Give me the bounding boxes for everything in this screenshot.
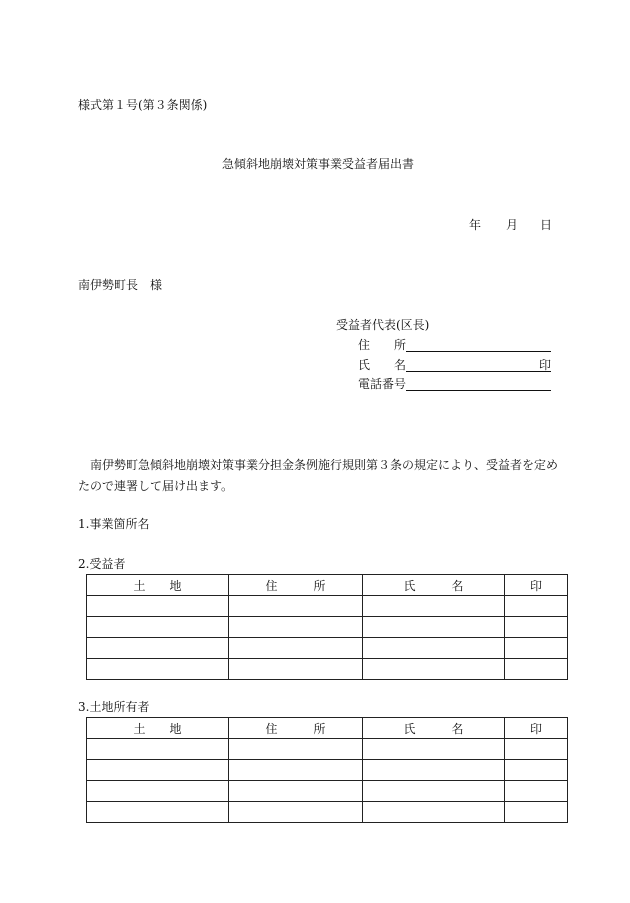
table-header-row — [87, 575, 568, 596]
cell[interactable] — [229, 659, 363, 680]
cell[interactable] — [363, 739, 505, 760]
section-1-heading: 1.事業箇所名 — [78, 517, 150, 531]
section-3-heading: 3.土地所有者 — [78, 700, 150, 714]
phone-field[interactable] — [406, 390, 551, 391]
cell[interactable] — [363, 781, 505, 802]
cell[interactable] — [229, 596, 363, 617]
cell[interactable] — [87, 659, 229, 680]
cell[interactable] — [229, 781, 363, 802]
cell[interactable] — [87, 638, 229, 659]
cell[interactable] — [505, 638, 568, 659]
applicant-heading: 受益者代表(区長) — [336, 318, 430, 332]
address-label: 住 所 — [358, 338, 407, 352]
cell[interactable] — [229, 638, 363, 659]
table-row — [87, 659, 568, 680]
date-year-label: 年 — [469, 218, 482, 232]
cell[interactable] — [505, 802, 568, 823]
cell[interactable] — [505, 659, 568, 680]
table-header-row — [87, 718, 568, 739]
date-day-label: 日 — [540, 218, 553, 232]
seal-mark: 印 — [539, 358, 552, 372]
header-seal: 印 — [505, 575, 568, 596]
cell[interactable] — [87, 596, 229, 617]
cell[interactable] — [505, 760, 568, 781]
cell[interactable] — [363, 802, 505, 823]
cell[interactable] — [363, 760, 505, 781]
table-row — [87, 781, 568, 802]
cell[interactable] — [87, 781, 229, 802]
table-row — [87, 760, 568, 781]
table-row — [87, 802, 568, 823]
cell[interactable] — [87, 617, 229, 638]
beneficiary-table — [86, 574, 568, 680]
section-2-heading: 2.受益者 — [78, 557, 126, 571]
landowner-table — [86, 717, 568, 823]
cell[interactable] — [363, 659, 505, 680]
header-land: 土 地 — [87, 575, 229, 596]
date-month-label: 月 — [506, 218, 519, 232]
cell[interactable] — [505, 617, 568, 638]
table-row — [87, 638, 568, 659]
header-name: 氏 名 — [363, 575, 505, 596]
header-name: 氏 名 — [363, 718, 505, 739]
name-field[interactable] — [406, 371, 551, 372]
header-address: 住 所 — [229, 718, 363, 739]
header-address: 住 所 — [229, 575, 363, 596]
cell[interactable] — [505, 739, 568, 760]
header-land: 土 地 — [87, 718, 229, 739]
cell[interactable] — [87, 739, 229, 760]
cell[interactable] — [87, 802, 229, 823]
table-row — [87, 739, 568, 760]
cell[interactable] — [229, 802, 363, 823]
phone-label: 電話番号 — [358, 377, 407, 391]
cell[interactable] — [505, 781, 568, 802]
cell[interactable] — [505, 596, 568, 617]
body-paragraph: 南伊勢町急傾斜地崩壊対策事業分担金条例施行規則第３条の規定により、受益者を定めたので連署して届け出ます。 — [78, 458, 559, 493]
address-field[interactable] — [406, 351, 551, 352]
header-seal: 印 — [505, 718, 568, 739]
cell[interactable] — [229, 617, 363, 638]
cell[interactable] — [363, 638, 505, 659]
form-number: 様式第１号(第３条関係) — [78, 98, 208, 112]
cell[interactable] — [87, 760, 229, 781]
name-label: 氏 名 — [358, 358, 407, 372]
cell[interactable] — [363, 596, 505, 617]
cell[interactable] — [229, 760, 363, 781]
document-title: 急傾斜地崩壊対策事業受益者届出書 — [222, 157, 415, 171]
table-row — [87, 617, 568, 638]
cell[interactable] — [363, 617, 505, 638]
addressee: 南伊勢町長 様 — [78, 278, 163, 292]
cell[interactable] — [229, 739, 363, 760]
table-row — [87, 596, 568, 617]
